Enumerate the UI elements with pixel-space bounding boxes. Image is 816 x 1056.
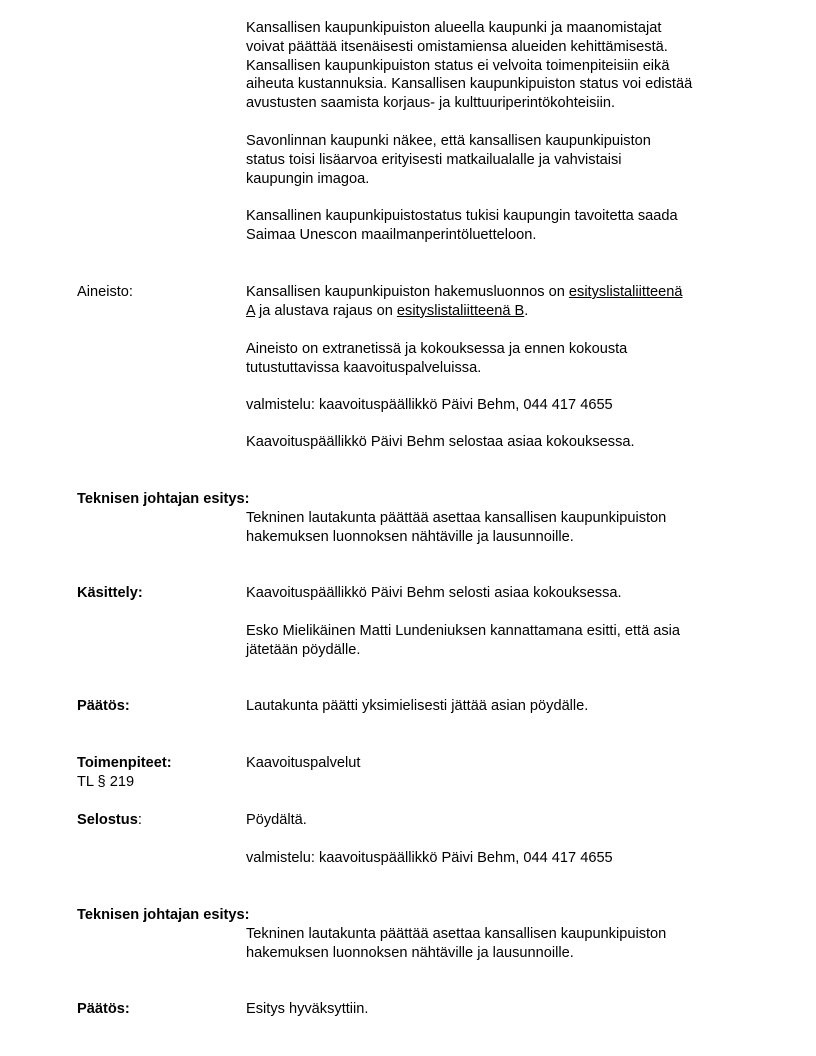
aineisto-paragraph-1 — [246, 283, 766, 321]
toimenpiteet-ref: TL § 219 — [77, 773, 135, 790]
text-line: Aineisto on extranetissä ja kokouksessa ja ennen kokousta — [246, 341, 628, 357]
paatos-2-text: Esitys hyväksyttiin. — [246, 1001, 369, 1017]
attachment-link-a-letter[interactable]: A — [246, 302, 255, 319]
kasittely-label: Käsittely: — [77, 585, 143, 601]
aineisto-valmistelu: valmistelu: kaavoituspäällikkö Päivi Behm, 044 417 4655 — [246, 397, 613, 413]
aineisto-selostaa: Kaavoituspäällikkö Päivi Behm selostaa asiaa kokouksessa. — [246, 434, 635, 450]
toimenpiteet-label: Toimenpiteet: — [77, 755, 172, 771]
text-span: Kansallisen kaupunkipuiston hakemusluonnos on — [246, 284, 569, 300]
selostus-label-block — [77, 811, 247, 830]
text-line: status toisi lisäarvoa erityisesti matkailualalle ja vahvistaisi — [246, 151, 622, 168]
attachment-link-a[interactable]: esityslistaliitteenä — [568, 284, 683, 300]
kasittely-paragraph-1: Kaavoituspäällikkö Päivi Behm selosti asiaa kokouksessa. — [246, 585, 622, 601]
text-span: ja alustava rajaus on — [254, 302, 397, 319]
esitys-2-text — [246, 925, 766, 963]
text-line: kaupungin imagoa. — [246, 170, 370, 187]
text-line: tutustuttavissa kaavoituspalveluissa. — [246, 359, 482, 376]
kasittely-paragraph-2 — [246, 622, 766, 660]
selostus-text: Pöydältä. — [246, 812, 307, 828]
intro-paragraph-2 — [246, 132, 766, 188]
selostus-valmistelu: valmistelu: kaavoituspäällikkö Päivi Behm, 044 417 4655 — [246, 850, 613, 866]
toimenpiteet-text: Kaavoituspalvelut — [246, 755, 361, 771]
text-line: Savonlinnan kaupunki näkee, että kansallisen kaupunkipuiston — [246, 133, 651, 149]
aineisto-paragraph-2 — [246, 340, 766, 378]
paatos-2-label: Päätös: — [77, 1001, 130, 1017]
paatos-1-label: Päätös: — [77, 698, 130, 714]
text-line: Tekninen lautakunta päättää asettaa kansallisen kaupunkipuiston — [246, 926, 667, 942]
aineisto-label: Aineisto: — [77, 284, 133, 300]
text-line: Kansallisen kaupunkipuiston alueella kaupunki ja maanomistajat — [246, 20, 662, 36]
text-line: aiheuta kustannuksia. Kansallisen kaupunkipuiston status voi edistää — [246, 76, 693, 93]
text-line — [246, 302, 766, 321]
text-line: avustusten saamista korjaus- ja kulttuuriperintökohteisiin. — [246, 95, 616, 112]
text-line — [246, 283, 766, 302]
esitys-1-text — [246, 509, 766, 547]
text-line: Kansallisen kaupunkipuiston status ei velvoita toimenpiteisiin eikä — [246, 57, 670, 74]
text-line: hakemuksen luonnoksen nähtäville ja lausunnoille. — [246, 528, 574, 545]
esitys-2-label: Teknisen johtajan esitys: — [77, 907, 250, 923]
text-line: Kansallinen kaupunkipuistostatus tukisi kaupungin tavoitetta saada — [246, 208, 678, 224]
text-line: hakemuksen luonnoksen nähtäville ja lausunnoille. — [246, 944, 574, 961]
intro-paragraph-3 — [246, 207, 766, 245]
intro-paragraph-1 — [246, 19, 766, 113]
selostus-label: Selostus — [77, 812, 138, 828]
text-line: voivat päättää itsenäisesti omistamiensa alueiden kehittämisestä. — [246, 38, 668, 55]
toimenpiteet-label-block — [77, 754, 247, 792]
esitys-1-label: Teknisen johtajan esitys: — [77, 491, 250, 507]
text-span: . — [524, 302, 529, 319]
text-line: Saimaa Unescon maailmanperintöluetteloon. — [246, 226, 537, 243]
selostus-colon: : — [137, 812, 142, 828]
paatos-1-text: Lautakunta päätti yksimielisesti jättää asian pöydälle. — [246, 698, 589, 714]
text-line: Tekninen lautakunta päättää asettaa kansallisen kaupunkipuiston — [246, 510, 667, 526]
attachment-link-b[interactable]: esityslistaliitteenä B — [396, 302, 525, 319]
text-line: Esko Mielikäinen Matti Lundeniuksen kannattamana esitti, että asia — [246, 623, 681, 639]
text-line: jätetään pöydälle. — [246, 641, 361, 658]
